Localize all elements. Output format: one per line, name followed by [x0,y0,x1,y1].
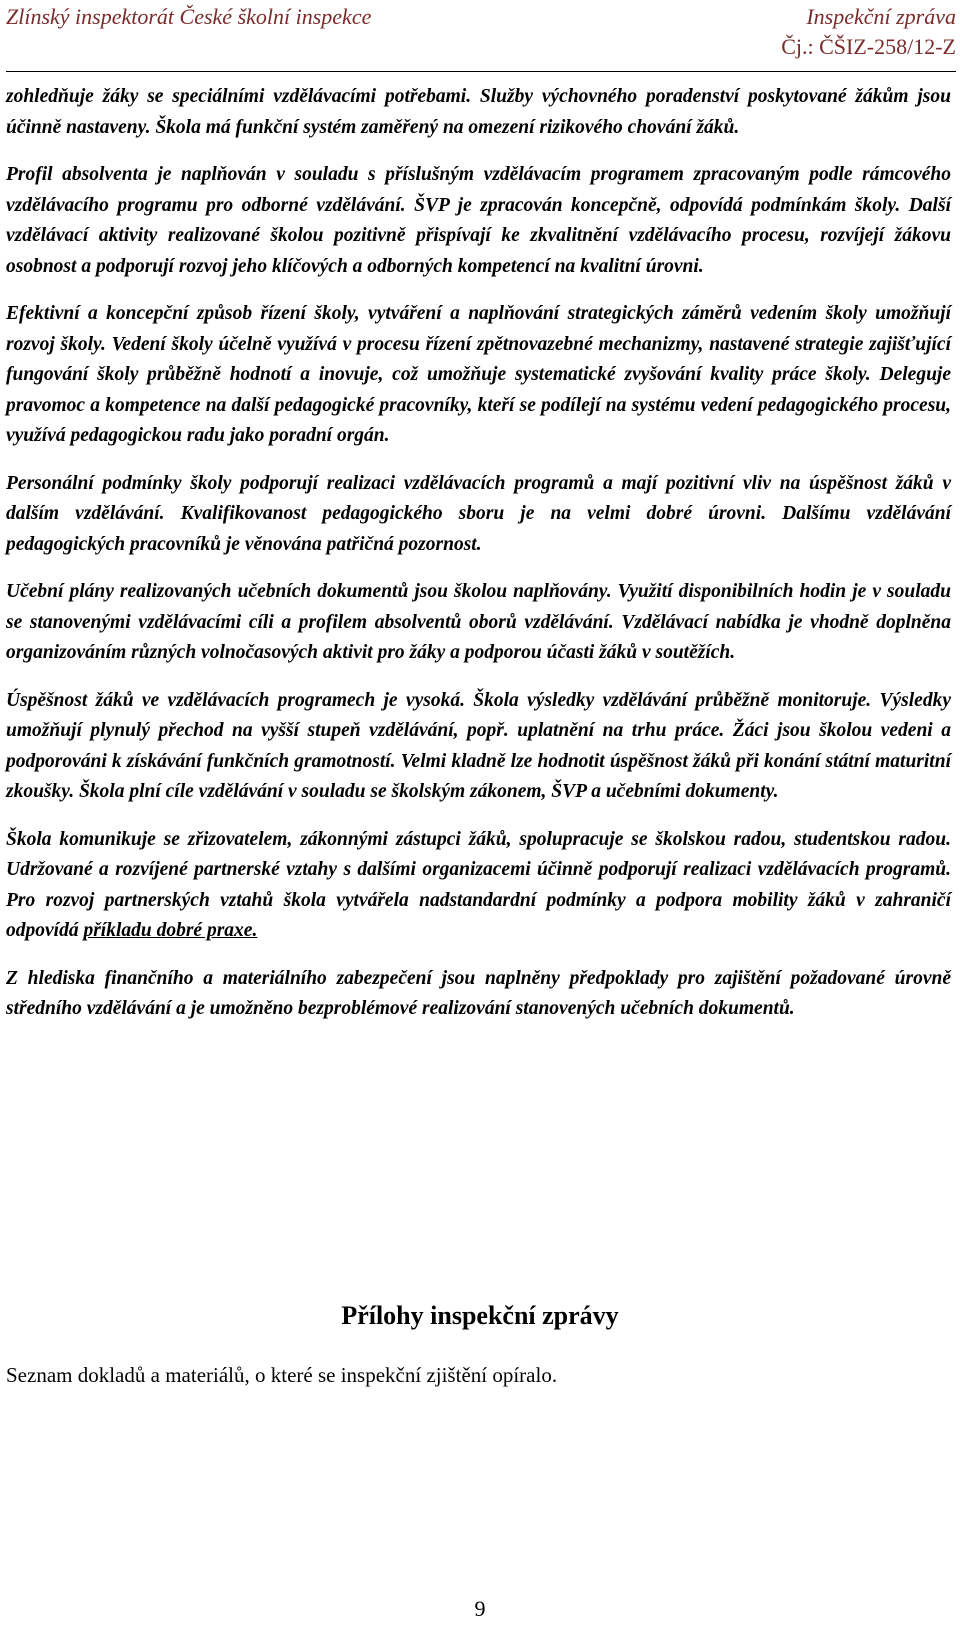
paragraph-graduate-profile: Profil absolventa je naplňován v souladu s příslušným vzdělávacím programem zpracovaným podle rámcového vzdělávacího programu pro odborné vzdělávání. ŠVP je zpracován koncepčně, odpovídá podmínkám školy. Další vzdělávací aktivity realizované školou pozitivně přispívají ke zkvalitnění vzdělávacího procesu, rozvíjejí žákovu osobnost a podporují rozvoj jeho klíčových a odborných kompetencí na kvalitní úrovni. [6,164,951,277]
paragraph-partnerships [6,825,951,947]
partnerships-text: Škola komunikuje se zřizovatelem, zákonnými zástupci žáků, spolupracuje se školskou radou, studentskou radou. Udržované a rozvíjené partnerské vztahy s dalšími organizacemi účinně podporují realizaci vzdělávacích programů. Pro rozvoj partnerských vztahů škola vytvářela nadstandardní podmínky a podpora mobility žáků v zahraničí odpovídá [6,828,951,941]
paragraph-curriculum: Učební plány realizovaných učebních dokumentů jsou školou naplňovány. Využití disponibilních hodin je v souladu se stanovenými vzdělávacími cíli a profilem absolventů oborů vzdělávání. Vzdělávací nabídka je vhodně doplněna organizováním různých volnočasových aktivit pro žáky a podporou účasti žáků v soutěžích. [6,581,951,663]
attachments-heading: Přílohy inspekční zprávy [341,1301,619,1330]
paragraph-special-needs: zohledňuje žáky se speciálními vzdělávacími potřebami. Služby výchovného poradenství poskytované žákům jsou účinně nastaveny. Škola má funkční systém zaměřený na omezení rizikového chování žáků. [6,86,951,138]
paragraph-school-management: Efektivní a koncepční způsob řízení školy, vytváření a naplňování strategických záměrů vedením školy umožňují rozvoj školy. Vedení školy účelně využívá v procesu řízení zpětnovazebné mechanizmy, nastavené strategie zajišťující fungování školy průběžně hodnotí a inovuje, což umožňuje systematické zvyšování kvality práce školy. Deleguje pravomoc a kompetence na další pedagogické pracovníky, kteří se podílejí na systému vedení pedagogického procesu, využívá pedagogickou radu jako poradní orgán. [6,303,951,446]
inspectorate-name: Zlínský inspektorát České školní inspekce [6,4,372,29]
paragraph-student-success: Úspěšnost žáků ve vzdělávacích programech je vysoká. Škola výsledky vzdělávání průběžně monitoruje. Výsledky umožňují plynulý přechod na vyšší stupeň vzdělávání, popř. uplatnění na trhu práce. Žáci jsou školou vedeni a podporováni k získávání funkčních gramotností. Velmi kladně lze hodnotit úspěšnost žáků při konání státní maturitní zkoušky. Škola plní cíle vzdělávání v souladu se školským zákonem, ŠVP a učebními dokumenty. [6,689,951,802]
paragraph-staff-conditions: Personální podmínky školy podporují realizaci vzdělávacích programů a mají pozitivní vliv na úspěšnost žáků v dalším vzdělávání. Kvalifikovanost pedagogického sboru je na velmi dobré úrovni. Dalšímu vzdělávání pedagogických pracovníků je věnována patřičná pozornost. [6,472,951,555]
page-number: 9 [474,1596,486,1621]
report-title: Inspekční zpráva [806,4,956,29]
attachments-text: Seznam dokladů a materiálů, o které se inspekční zjištění opíralo. [6,1363,558,1387]
reference-number: Čj.: ČŠIZ-258/12-Z [781,34,956,59]
report-body [6,82,951,1042]
page-header [6,0,956,72]
paragraph-financial: Z hlediska finančního a materiálního zabezpečení jsou naplněny předpoklady pro zajištění požadované úrovně středního vzdělávání a je umožněno bezproblémové realizování stanovených učebních dokumentů. [6,967,951,1019]
good-practice-link-text: příkladu dobré praxe. [83,920,258,941]
